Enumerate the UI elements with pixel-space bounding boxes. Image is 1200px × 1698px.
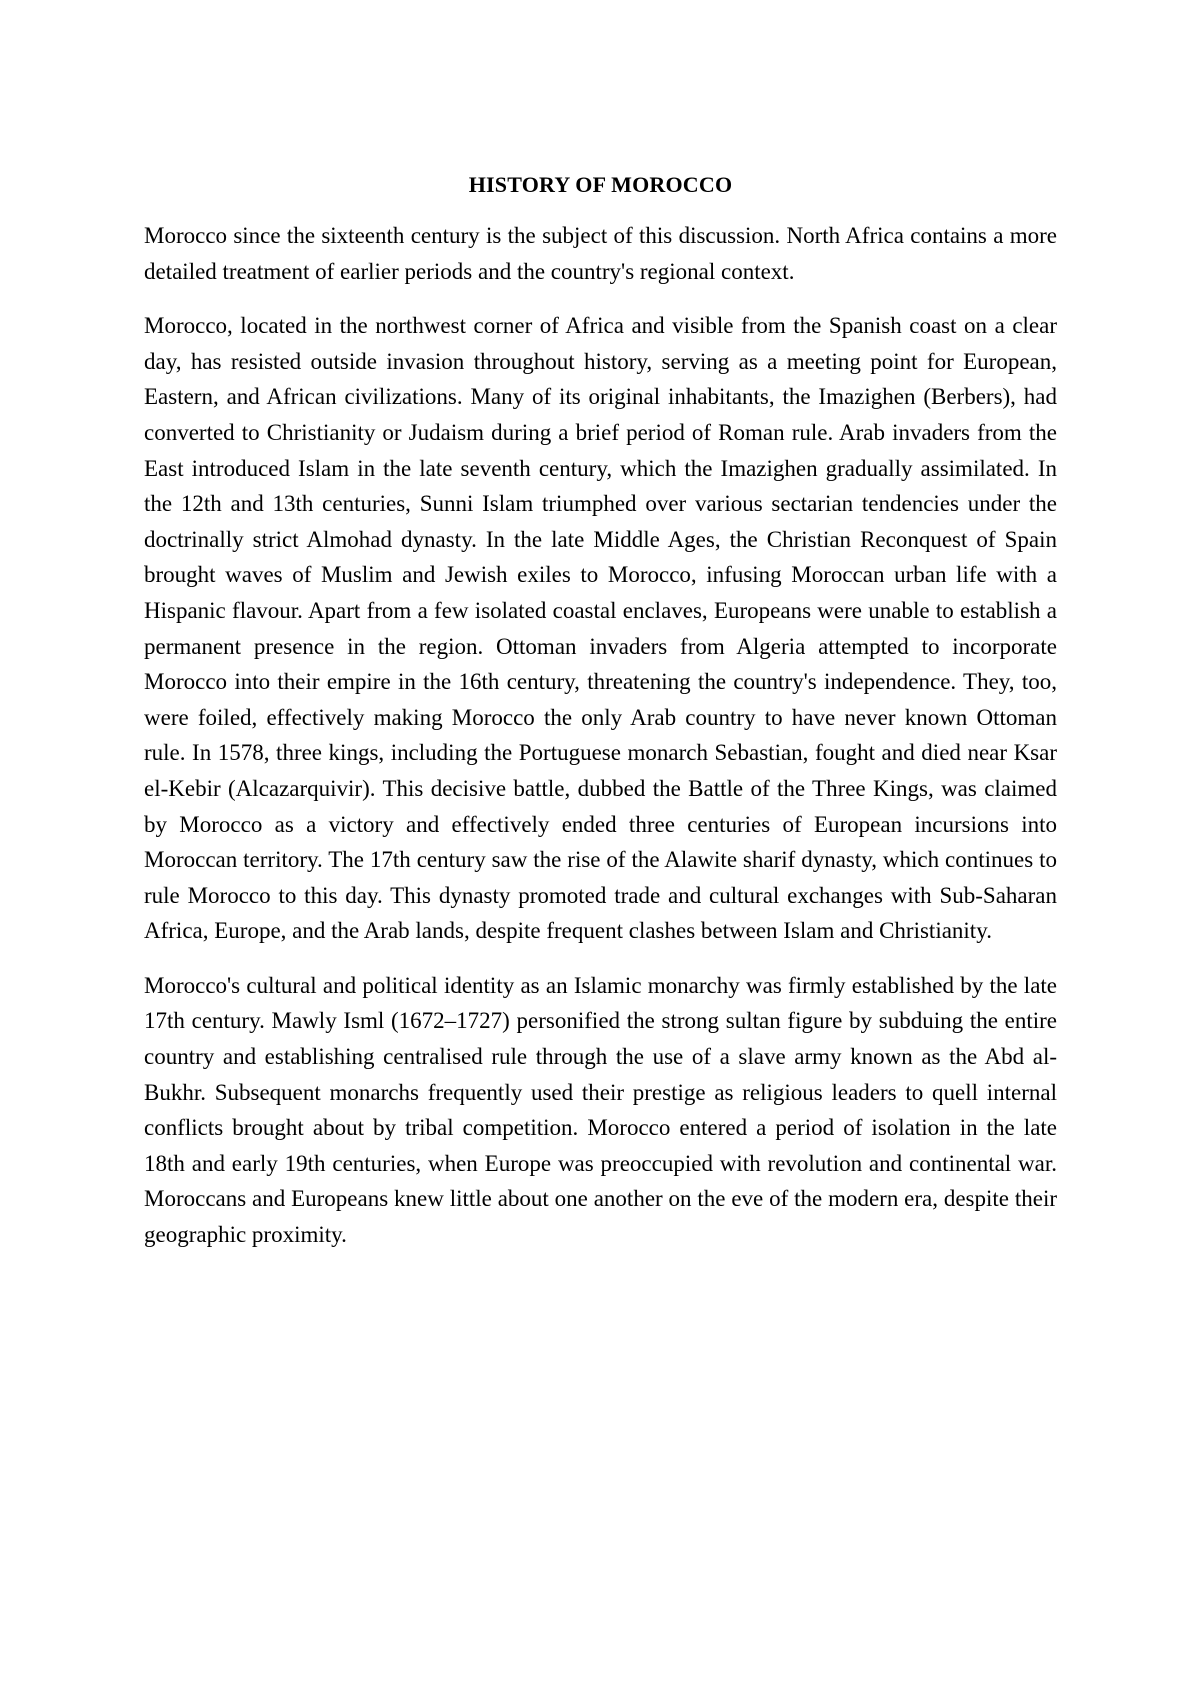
document-title: HISTORY OF MOROCCO [468, 172, 733, 197]
paragraph-identity: Morocco's cultural and political identity as an Islamic monarchy was firmly established by the late 17th century. Mawly Isml (1672–1727) personified the strong sultan figure by subduing the entire country and establishing centralised rule through the use of a slave army known as the Abd al-Bukhr. Subsequent monarchs frequently used their prestige as religious leaders to quell internal conflicts brought about by tribal competition. Morocco entered a period of isolation in the late 18th and early 19th centuries, when Europe was preoccupied with revolution and continental war. Moroccans and Europeans knew little about one another on the eve of the modern era, despite their geographic proximity. [144, 972, 1057, 1248]
paragraph-intro: Morocco since the sixteenth century is the subject of this discussion. North Africa contains a more detailed treatment of earlier periods and the country's regional context. [144, 223, 1057, 284]
paragraph-history: Morocco, located in the northwest corner of Africa and visible from the Spanish coast on a clear day, has resisted outside invasion throughout history, serving as a meeting point for European, Eastern, and African civilizations. Many of its original inhabitants, the Imazighen (Berbers), had converted to Christianity or Judaism during a brief period of Roman rule. Arab invaders from the East introduced Islam in the late seventh century, which the Imazighen gradually assimilated. In the 12th and 13th centuries, Sunni Islam triumphed over various sectarian tendencies under the doctrinally strict Almohad dynasty. In the late Middle Ages, the Christian Reconquest of Spain brought waves of Muslim and Jewish exiles to Morocco, infusing Moroccan urban life with a Hispanic flavour. Apart from a few isolated coastal enclaves, Europeans were unable to establish a permanent presence in the region. Ottoman invaders from Algeria attempted to incorporate Morocco into their empire in the 16th century, threatening the country's independence. They, too, were foiled, effectively making Morocco the only Arab country to have never known Ottoman rule. In 1578, three kings, including the Portuguese monarch Sebastian, fought and died near Ksar el-Kebir (Alcazarquivir). This decisive battle, dubbed the Battle of the Three Kings, was claimed by Morocco as a victory and effectively ended three centuries of European incursions into Moroccan territory. The 17th century saw the rise of the Alawite sharif dynasty, which continues to rule Morocco to this day. This dynasty promoted trade and cultural exchanges with Sub-Saharan Africa, Europe, and the Arab lands, despite frequent clashes between Islam and Christianity. [144, 313, 1057, 944]
document-page [144, 170, 1057, 1272]
